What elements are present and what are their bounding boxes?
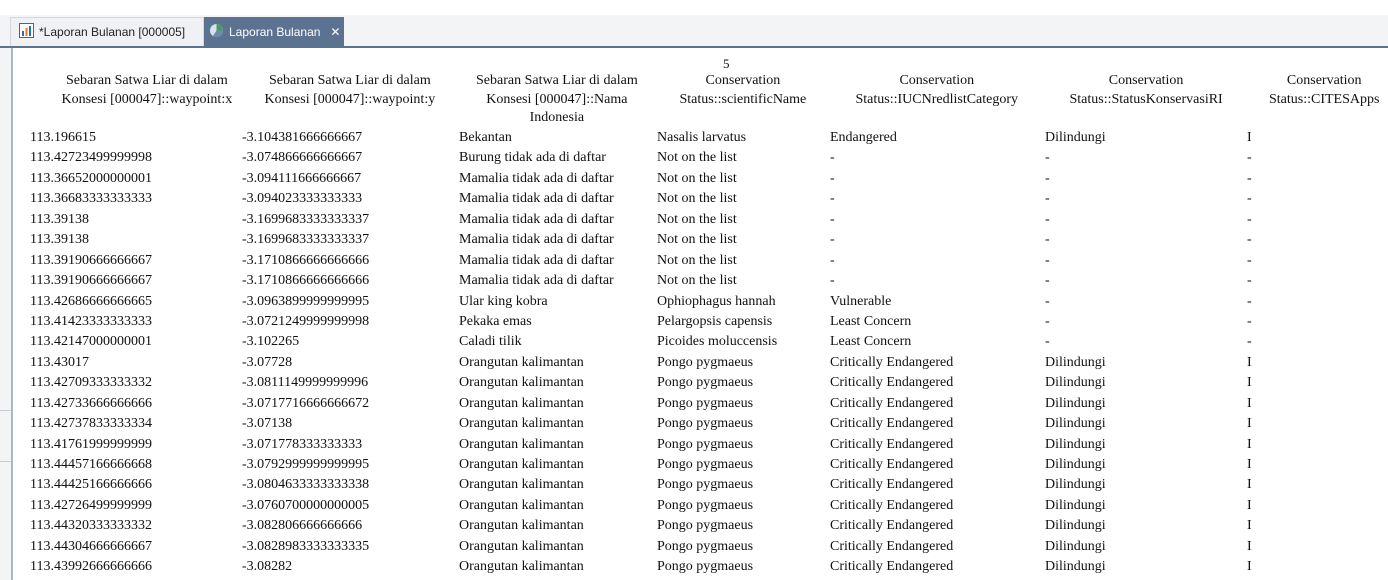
table-cell: Mamalia tidak ada di daftar [459, 232, 614, 248]
table-cell: - [1045, 211, 1050, 227]
table-cell: -3.0760700000000005 [242, 497, 370, 513]
table-cell: Nasalis larvatus [657, 130, 747, 145]
column-header-3 [476, 72, 638, 128]
table-row [13, 455, 1388, 475]
table-row [13, 435, 1388, 455]
table-cell: 113.39138 [30, 211, 89, 227]
table-cell: Pongo pygmaeus [657, 559, 754, 575]
table-cell: 113.44457166666668 [30, 457, 152, 472]
column-header-line: Status::CITESApps [1269, 91, 1380, 107]
column-header-line: Conservation [899, 73, 975, 88]
table-cell: 113.41423333333333 [30, 313, 152, 329]
table-cell: I [1247, 395, 1252, 411]
table-cell: Endangered [830, 130, 897, 145]
table-cell: 113.39190666666667 [30, 252, 152, 268]
table-cell: Pongo pygmaeus [657, 457, 754, 472]
table-cell: 113.42726499999999 [30, 497, 152, 513]
table-row [13, 189, 1388, 209]
table-row [13, 516, 1388, 536]
table-cell: -3.1710866666666666 [242, 273, 370, 289]
table-cell: - [1045, 232, 1050, 248]
table-cell: - [830, 211, 835, 227]
table-cell: I [1247, 538, 1252, 554]
table-cell: - [830, 191, 835, 207]
table-cell: - [1045, 334, 1050, 350]
table-cell: 113.42733666666666 [30, 395, 152, 411]
table-cell: Dilindungi [1045, 354, 1106, 370]
table-cell: - [1045, 191, 1050, 207]
table-cell: Dilindungi [1045, 395, 1106, 411]
table-cell: -3.07138 [242, 416, 293, 432]
table-cell: - [1247, 150, 1252, 166]
table-row [13, 353, 1388, 373]
table-cell: -3.0811149999999996 [242, 375, 369, 391]
table-cell: - [1247, 191, 1252, 207]
table-cell: Dilindungi [1045, 375, 1106, 391]
table-row [13, 210, 1388, 230]
table-cell: -3.1699683333333337 [242, 211, 370, 227]
column-header-2 [265, 72, 436, 109]
table-row [13, 475, 1388, 495]
column-header-4 [680, 72, 807, 109]
table-cell: Not on the list [657, 191, 737, 207]
table-cell: Caladi tilik [459, 334, 522, 350]
table-cell: Orangutan kalimantan [459, 477, 584, 493]
table-cell: 113.42737833333334 [30, 416, 152, 432]
table-row [13, 271, 1388, 291]
table-cell: 113.44425166666666 [30, 477, 152, 493]
table-cell: Dilindungi [1045, 538, 1106, 554]
table-cell: Dilindungi [1045, 130, 1106, 145]
table-cell: I [1247, 130, 1252, 145]
table-cell: -3.094111666666667 [242, 170, 362, 186]
table-cell: Critically Endangered [830, 477, 954, 493]
table-cell: Pongo pygmaeus [657, 518, 754, 534]
table-cell: Orangutan kalimantan [459, 416, 584, 432]
column-header-line: Conservation [705, 73, 781, 88]
table-cell: Mamalia tidak ada di daftar [459, 191, 614, 207]
table-cell: I [1247, 375, 1252, 391]
table-cell: Mamalia tidak ada di daftar [459, 211, 614, 227]
table-cell: I [1247, 497, 1252, 513]
table-row [13, 148, 1388, 168]
table-cell: I [1247, 457, 1252, 472]
table-cell: - [1045, 313, 1050, 329]
table-cell: - [1045, 170, 1050, 186]
column-header-line: Conservation [1108, 73, 1184, 88]
column-header-6 [1070, 72, 1223, 109]
table-cell: -3.071778333333333 [242, 436, 363, 452]
table-cell: -3.104381666666667 [242, 130, 363, 145]
table-cell: Pekaka emas [459, 313, 532, 329]
table-cell: 113.42709333333332 [30, 375, 152, 391]
table-cell: Not on the list [657, 211, 737, 227]
panel-divider [0, 410, 11, 411]
column-header-line: Indonesia [529, 110, 585, 125]
table-row [13, 394, 1388, 414]
table-cell: Orangutan kalimantan [459, 395, 584, 411]
table-cell: - [830, 273, 835, 289]
column-header-line: Konsesi [000047]::waypoint:y [264, 91, 436, 107]
column-header-line: Status::StatusKonservasiRI [1069, 91, 1223, 107]
table-cell: - [1247, 211, 1252, 227]
report-table-body [13, 128, 1388, 578]
panel-divider [0, 461, 11, 462]
table-cell: I [1247, 436, 1252, 452]
table-cell: Pongo pygmaeus [657, 375, 754, 391]
table-cell: Orangutan kalimantan [459, 375, 584, 391]
table-cell: Bekantan [459, 130, 512, 145]
table-cell: 113.36652000000001 [30, 170, 152, 186]
table-row [13, 373, 1388, 393]
table-cell: Orangutan kalimantan [459, 538, 584, 554]
column-header-5 [856, 72, 1019, 109]
table-cell: Critically Endangered [830, 354, 954, 370]
table-cell: 113.43992666666666 [30, 559, 152, 575]
table-cell: - [1247, 334, 1252, 350]
table-cell: Not on the list [657, 273, 737, 289]
table-cell: - [1247, 273, 1252, 289]
table-cell: -3.07728 [242, 354, 293, 370]
table-cell: - [830, 150, 835, 166]
column-header-line: Status::scientificName [679, 91, 807, 107]
table-cell: I [1247, 416, 1252, 432]
tab-label: Laporan Bulanan [229, 24, 321, 39]
table-row [13, 496, 1388, 516]
table-cell: Orangutan kalimantan [459, 559, 584, 575]
table-cell: - [1247, 313, 1252, 329]
column-header-1 [62, 72, 233, 109]
table-cell: Not on the list [657, 252, 737, 268]
table-cell: Critically Endangered [830, 559, 954, 575]
pie-chart-icon [209, 23, 224, 41]
table-cell: -3.0804633333333338 [242, 477, 370, 493]
table-cell: Vulnerable [830, 293, 892, 309]
table-cell: -3.0721249999999998 [242, 313, 370, 329]
table-cell: Orangutan kalimantan [459, 457, 584, 472]
table-cell: 113.43017 [30, 354, 89, 370]
table-cell: 113.42686666666665 [30, 293, 152, 309]
table-cell: - [1045, 273, 1050, 289]
table-cell: Pongo pygmaeus [657, 497, 754, 513]
table-cell: -3.102265 [242, 334, 300, 350]
table-cell: I [1247, 518, 1252, 534]
table-cell: -3.0828983333333335 [242, 538, 370, 554]
table-row [13, 557, 1388, 577]
table-cell: -3.1710866666666666 [242, 252, 370, 268]
table-cell: I [1247, 559, 1252, 575]
column-header-line: Conservation [1286, 73, 1362, 88]
column-number: 5 [723, 56, 730, 71]
report-view[interactable] [13, 48, 1388, 580]
table-cell: 113.39138 [30, 232, 89, 248]
table-cell: -3.0717716666666672 [242, 395, 370, 411]
table-cell: I [1247, 354, 1252, 370]
table-cell: Orangutan kalimantan [459, 354, 584, 370]
table-cell: Burung tidak ada di daftar [459, 150, 606, 166]
table-cell: - [830, 232, 835, 248]
table-row [13, 169, 1388, 189]
table-cell: Critically Endangered [830, 436, 954, 452]
table-cell: Critically Endangered [830, 518, 954, 534]
column-header-line: Sebaran Satwa Liar di dalam [269, 73, 431, 88]
table-cell: - [1247, 252, 1252, 268]
table-cell: Pongo pygmaeus [657, 354, 754, 370]
table-cell: Dilindungi [1045, 457, 1106, 472]
table-cell: Orangutan kalimantan [459, 497, 584, 513]
column-header-line: Sebaran Satwa Liar di dalam [66, 73, 228, 88]
table-cell: Pongo pygmaeus [657, 538, 754, 554]
table-cell: Mamalia tidak ada di daftar [459, 273, 614, 289]
table-cell: Ophiophagus hannah [657, 293, 776, 309]
table-cell: 113.42723499999998 [30, 150, 152, 166]
table-row [13, 251, 1388, 271]
table-cell: - [830, 252, 835, 268]
column-header-7 [1269, 72, 1379, 109]
table-cell: - [1247, 293, 1252, 309]
bar-chart-icon [19, 23, 34, 41]
table-row [13, 292, 1388, 312]
table-cell: Pongo pygmaeus [657, 436, 754, 452]
table-cell: 113.41761999999999 [30, 436, 152, 452]
column-header-line: Konsesi [000047]::Nama [486, 91, 628, 107]
table-cell: Pongo pygmaeus [657, 416, 754, 432]
table-cell: Least Concern [830, 313, 912, 329]
table-cell: Not on the list [657, 232, 737, 248]
table-cell: - [1247, 232, 1252, 248]
table-cell: Dilindungi [1045, 559, 1106, 575]
table-cell: Mamalia tidak ada di daftar [459, 170, 614, 186]
table-cell: Orangutan kalimantan [459, 518, 584, 534]
table-row [13, 332, 1388, 352]
table-cell: Critically Endangered [830, 375, 954, 391]
table-row [13, 537, 1388, 557]
table-cell: Critically Endangered [830, 538, 954, 554]
table-cell: Dilindungi [1045, 436, 1106, 452]
table-cell: 113.42147000000001 [30, 334, 152, 350]
table-cell: Dilindungi [1045, 497, 1106, 513]
table-cell: 113.39190666666667 [30, 273, 152, 289]
column-header-line: Konsesi [000047]::waypoint:x [61, 91, 233, 107]
table-row [13, 128, 1388, 148]
table-cell: -3.1699683333333337 [242, 232, 370, 248]
table-cell: Ular king kobra [459, 293, 548, 309]
table-cell: Critically Endangered [830, 416, 954, 432]
table-cell: -3.0963899999999995 [242, 293, 370, 309]
table-cell: Orangutan kalimantan [459, 436, 584, 452]
table-cell: Pelargopsis capensis [657, 313, 773, 329]
document-tab-bar [0, 15, 1388, 46]
column-header-line: Sebaran Satwa Liar di dalam [476, 73, 638, 88]
table-cell: -3.082806666666666 [242, 518, 363, 534]
table-cell: Pongo pygmaeus [657, 477, 754, 493]
table-cell: - [830, 170, 835, 186]
table-cell: Not on the list [657, 150, 737, 166]
table-cell: 113.196615 [30, 130, 96, 145]
table-cell: Critically Endangered [830, 497, 954, 513]
table-cell: Not on the list [657, 170, 737, 186]
tab-label: *Laporan Bulanan [000005] [39, 25, 186, 39]
table-cell: -3.074866666666667 [242, 150, 363, 166]
column-header-line: Status::IUCNredlistCategory [855, 91, 1019, 107]
table-cell: -3.08282 [242, 559, 293, 575]
table-cell: Dilindungi [1045, 477, 1106, 493]
table-cell: - [1247, 170, 1252, 186]
table-cell: 113.36683333333333 [30, 191, 152, 207]
tab-laporan-bulanan[interactable] [204, 17, 344, 46]
window-top-strip [0, 0, 1388, 16]
table-cell: I [1247, 477, 1252, 493]
table-cell: Critically Endangered [830, 395, 954, 411]
table-cell: 113.44304666666667 [30, 538, 152, 554]
table-row [13, 312, 1388, 332]
table-cell: Dilindungi [1045, 416, 1106, 432]
table-row [13, 414, 1388, 434]
table-row [13, 230, 1388, 250]
table-cell: - [1045, 293, 1050, 309]
table-cell: Picoides moluccensis [657, 334, 778, 350]
tab-laporan-bulanan-000005[interactable] [10, 17, 204, 46]
table-cell: 113.44320333333332 [30, 518, 152, 534]
table-cell: Mamalia tidak ada di daftar [459, 252, 614, 268]
close-icon[interactable]: ✕ [330, 24, 341, 39]
table-cell: Dilindungi [1045, 518, 1106, 534]
table-cell: -3.094023333333333 [242, 191, 363, 207]
left-side-panel [0, 48, 11, 580]
table-cell: - [1045, 252, 1050, 268]
table-cell: Pongo pygmaeus [657, 395, 754, 411]
table-cell: Critically Endangered [830, 457, 954, 472]
table-cell: -3.0792999999999995 [242, 457, 370, 472]
table-cell: - [1045, 150, 1050, 166]
table-cell: Least Concern [830, 334, 912, 350]
